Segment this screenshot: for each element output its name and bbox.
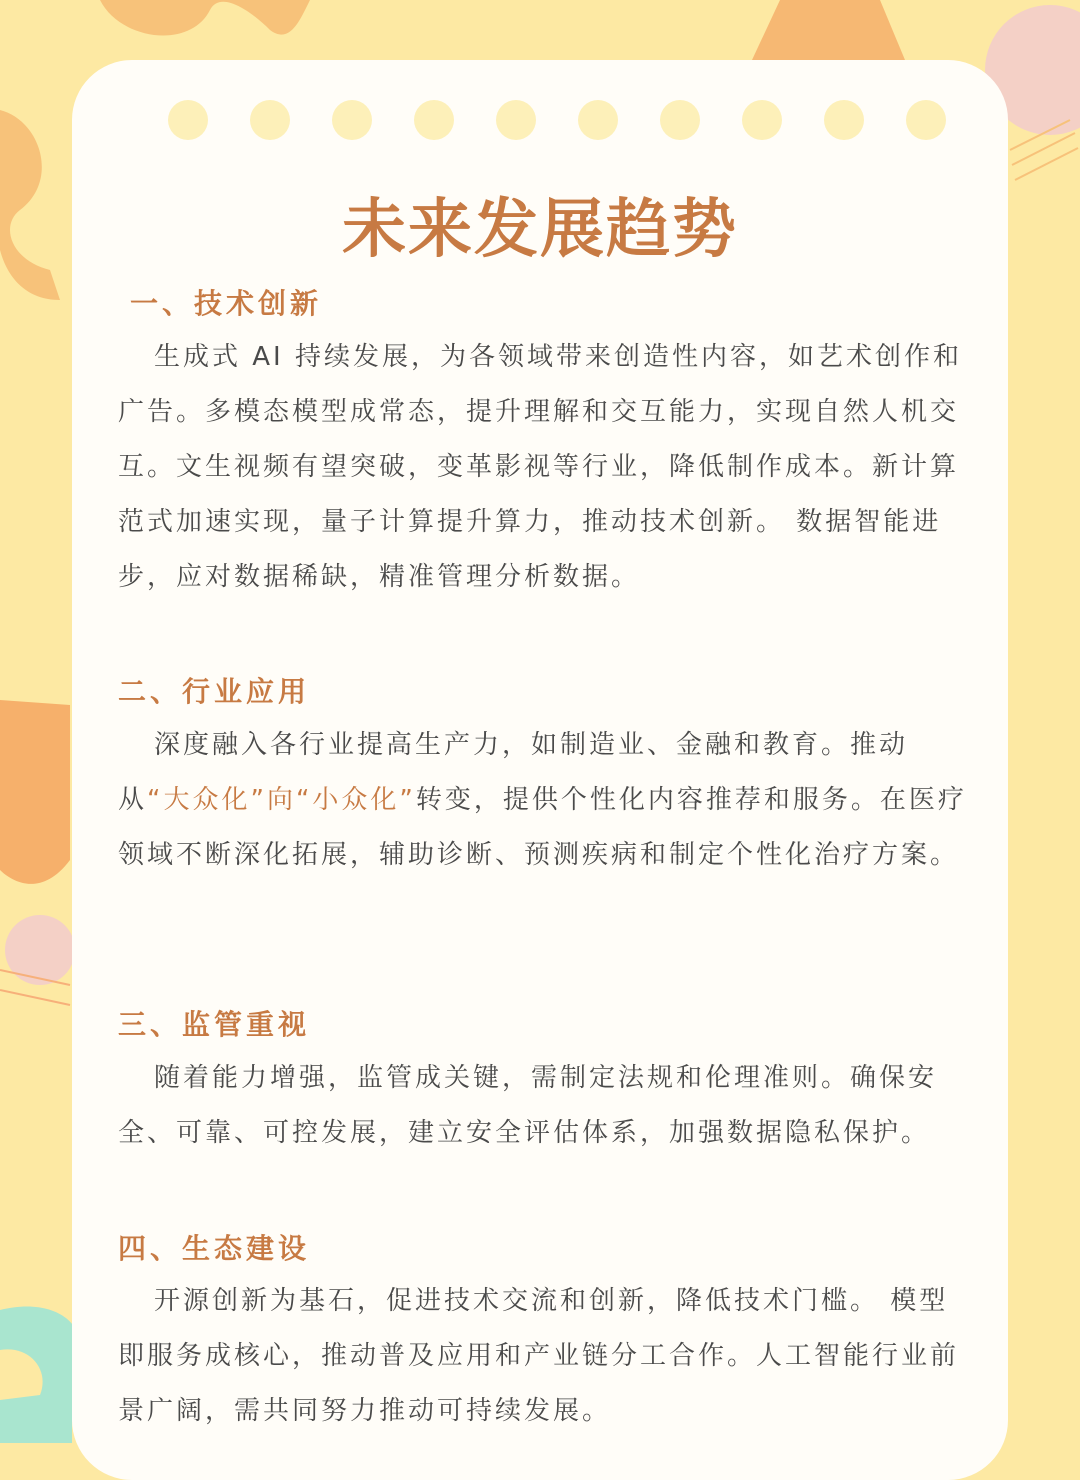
section-text-industry: [118, 718, 968, 883]
section-text-tech: 生成式 AI 持续发展，为各领域带来创造性内容，如艺术创作和广告。多模态模型成常态，提升理解和交互能力，实现自然人机交互。文生视频有望突破，变革影视等行业，降低制作成本。新计算范式加速实现，量子计算提升算力，推动技术创新。 数据智能进步，应对数据稀缺，精准管理分析数据。: [118, 342, 962, 592]
industry-highlight: “大众化”向“小众化”: [147, 785, 416, 815]
section-heading-tech: 一、技术创新: [130, 287, 323, 320]
section-heading-regulation: 三、监管重视: [118, 1008, 311, 1041]
industry-text-part1: 深度融入各行业提高生产力，如制造业、金融和教育。推动从: [118, 730, 909, 815]
orange-squiggle-shape: [100, 0, 310, 35]
section-heading-ecosystem: 四、生态建设: [118, 1232, 311, 1265]
left-pink-circle: [5, 915, 75, 985]
section-heading-industry: 二、行业应用: [118, 675, 311, 708]
section-text-regulation: 随着能力增强，监管成关键，需制定法规和伦理准则。确保安全、可靠、可控发展，建立安全评估体系，加强数据隐私保护。: [118, 1063, 938, 1148]
section-text-ecosystem: 开源创新为基石，促进技术交流和创新，降低技术门槛。 模型即服务成核心，推动普及应用和产业链分工合作。人工智能行业前景广阔，需共同努力推动可持续发展。: [118, 1286, 960, 1426]
left-orange-shape: [0, 700, 70, 884]
orange-triangle-shape: [752, 0, 905, 60]
page-title: 未来发展趋势: [342, 193, 738, 267]
industry-text-part2: 转变，提供个性化内容推荐和服务。在医疗领域不断深化拓展，辅助诊断、预测疾病和制定个性化治疗方案。: [118, 785, 967, 870]
